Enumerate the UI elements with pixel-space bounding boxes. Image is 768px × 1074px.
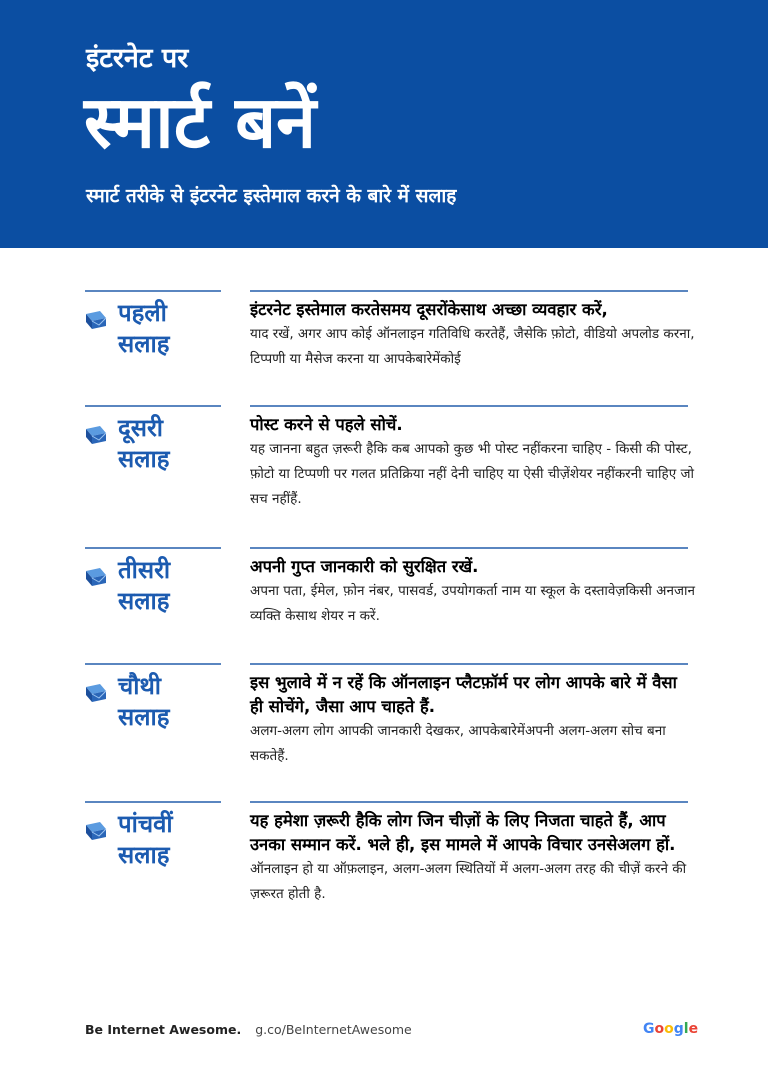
tip-content [250,671,695,769]
divider [250,405,688,407]
tip-label-ordinal: चौथी [118,672,162,700]
header-subtitle: स्मार्ट तरीके से इंटरनेट इस्तेमाल करने के बारे में सलाह [86,185,457,207]
tip-label-word: सलाह [118,587,170,615]
divider [85,547,221,549]
divider [250,290,688,292]
tip-body: अलग-अलग लोग आपकी जानकारी देखकर, आपकेबारेमेंअपनी अलग-अलग सोच बना सकतेहैं. [250,723,666,764]
tip-label-ordinal: पहली [118,299,167,327]
tip-body: याद रखें, अगर आप कोई ऑनलाइन गतिविधि करतेहैं, जैसेकि फ़ोटो, वीडियो अपलोड करना, टिप्पणी या मैसेज करना या आपकेबारेमेंकोई [250,326,695,367]
divider [85,290,221,292]
tip-label [118,555,228,617]
envelope-icon [85,310,107,330]
divider [85,405,221,407]
tip-body: अपना पता, ईमेल, फ़ोन नंबर, पासवर्ड, उपयोगकर्ता नाम या स्कूल के दस्तावेज़किसी अनजान व्यक्ति केसाथ शेयर न करें. [250,583,695,624]
tip-label-ordinal: पांचवीं [118,810,173,838]
divider [250,801,688,803]
footer-brand: Be Internet Awesome. [85,1022,242,1037]
divider [85,663,221,665]
footer [85,1022,412,1037]
tip-content [250,413,695,512]
divider [85,801,221,803]
footer-url[interactable]: g.co/BeInternetAwesome [255,1022,412,1037]
tip-body: ऑनलाइन हो या ऑफ़लाइन, अलग-अलग स्थितियों में अलग-अलग तरह की चीज़ें करने की ज़रूरत होती है. [250,861,687,902]
tip-label-word: सलाह [118,703,170,731]
tip-content [250,809,695,907]
tip-content [250,555,695,629]
divider [250,663,688,665]
tip-title: यह हमेशा ज़रूरी हैकि लोग जिन चीज़ों के लिए निजता चाहते हैं, आप उनका सम्मान करें. भले ही, इस मामले में आपके विचार उनसेअलग हों. [250,811,676,854]
header-banner [0,0,768,248]
envelope-icon [85,821,107,841]
tip-label-ordinal: दूसरी [118,414,163,442]
tip-body: यह जानना बहुत ज़रूरी हैकि कब आपको कुछ भी पोस्ट नहींकरना चाहिए - किसी की पोस्ट, फ़ोटो या टिप्पणी पर गलत प्रतिक्रिया नहीं देनी चाहिए या ऐसी चीज़ेंशेयर नहींकरनी चाहिए जो सच नहींहैं. [250,441,694,507]
envelope-icon [85,683,107,703]
header-pretitle: इंटरनेट पर [86,43,189,74]
tip-content [250,298,695,372]
tip-title: इस भुलावे में न रहें कि ऑनलाइन प्लैटफ़ॉर्म पर लोग आपके बारे में वैसा ही सोचेंगे, जैसा आप चाहते हैं. [250,673,677,716]
page-title: स्मार्ट बनें [84,80,317,164]
tip-label-word: सलाह [118,330,170,358]
envelope-icon [85,425,107,445]
tip-title: पोस्ट करने से पहले सोचें. [250,415,403,434]
tip-label [118,298,228,360]
tip-label [118,809,228,871]
envelope-icon [85,567,107,587]
tip-label-word: सलाह [118,445,170,473]
google-logo: Google [643,1021,699,1037]
divider [250,547,688,549]
tip-title: इंटरनेट इस्तेमाल करतेसमय दूसरोंकेसाथ अच्छा व्यवहार करें, [250,300,608,319]
tip-title: अपनी गुप्त जानकारी को सुरक्षित रखें. [250,557,479,576]
tip-label [118,671,228,733]
tip-label-word: सलाह [118,841,170,869]
tip-label [118,413,228,475]
tip-label-ordinal: तीसरी [118,556,171,584]
